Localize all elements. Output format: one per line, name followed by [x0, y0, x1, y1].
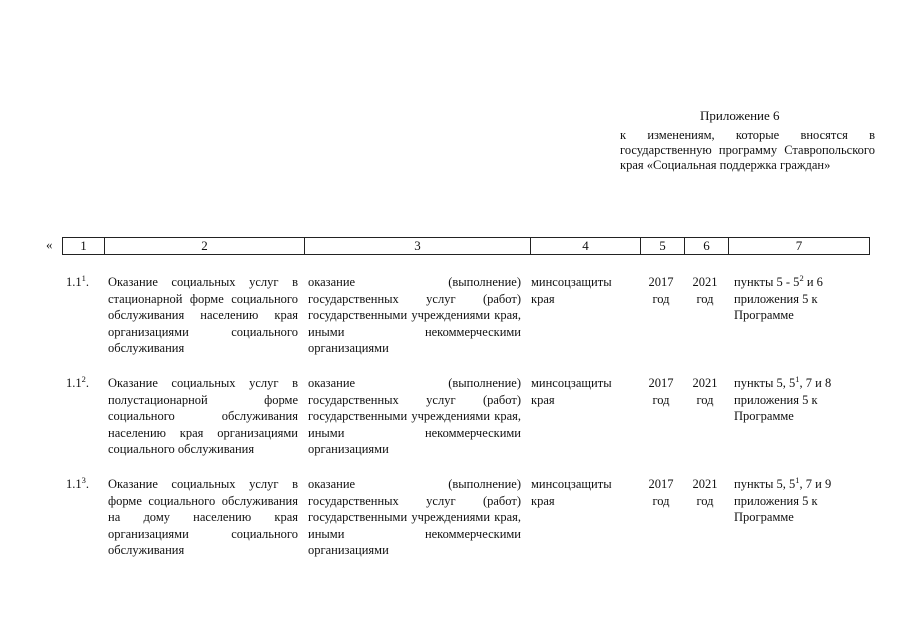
header-col-4: 4 — [531, 238, 641, 254]
row-result: пункты 5, $5^1$, 7 и 8 приложения 5 к Программе — [734, 373, 832, 423]
header-col-7: 7 — [795, 238, 803, 253]
header-col-6: 6 — [685, 238, 729, 254]
row-start-year: 2017 год — [648, 275, 674, 306]
header-col-1: 1 — [63, 238, 105, 254]
appendix-title: Приложение 6 — [700, 108, 780, 123]
header-col-5: 5 — [641, 238, 685, 254]
header-col-3: 3 — [305, 238, 531, 254]
row-executor: минсоцзащиты края — [531, 376, 612, 407]
row-start-year: 2017 год — [648, 477, 674, 508]
row-start-year: 2017 год — [648, 376, 674, 407]
appendix-subtitle: к изменениям, которые вносятся в государственную программу Ставропольского края «Социальная поддержка граждан» — [620, 128, 875, 172]
row-measure: оказание (выполнение) государственных услуг (работ) государственными учреждениями края, иными некоммерческими организациями — [308, 275, 521, 355]
row-result: пункты $5 - 5^2$ и 6 приложения 5 к Программе — [734, 272, 823, 322]
row-measure: оказание (выполнение) государственных услуг (работ) государственными учреждениями края, иными некоммерческими организациями — [308, 477, 521, 557]
table-header-row — [62, 237, 870, 255]
row-name: Оказание социальных услуг в полустационарной форме социального обслуживания населению края организациями социального обслуживания — [108, 376, 298, 456]
row-number: $1.1^1$. — [66, 272, 89, 289]
row-end-year: 2021 год — [692, 477, 718, 508]
opening-quote: « — [46, 237, 53, 252]
header-col-2: 2 — [105, 238, 305, 254]
row-measure: оказание (выполнение) государственных услуг (работ) государственными учреждениями края, иными некоммерческими организациями — [308, 376, 521, 456]
row-end-year: 2021 год — [692, 376, 718, 407]
row-result: пункты 5, $5^1$, 7 и 9 приложения 5 к Программе — [734, 474, 832, 524]
row-executor: минсоцзащиты края — [531, 477, 612, 508]
row-executor: минсоцзащиты края — [531, 275, 612, 306]
row-name: Оказание социальных услуг в стационарной форме социального обслуживания населению края организациями социального обслуживания — [108, 275, 298, 355]
row-number: $1.1^3$. — [66, 474, 89, 491]
row-name: Оказание социальных услуг в форме социального обслуживания на дому населению края организациями социального обслуживания — [108, 477, 298, 557]
row-end-year: 2021 год — [692, 275, 718, 306]
row-number: $1.1^2$. — [66, 373, 89, 390]
